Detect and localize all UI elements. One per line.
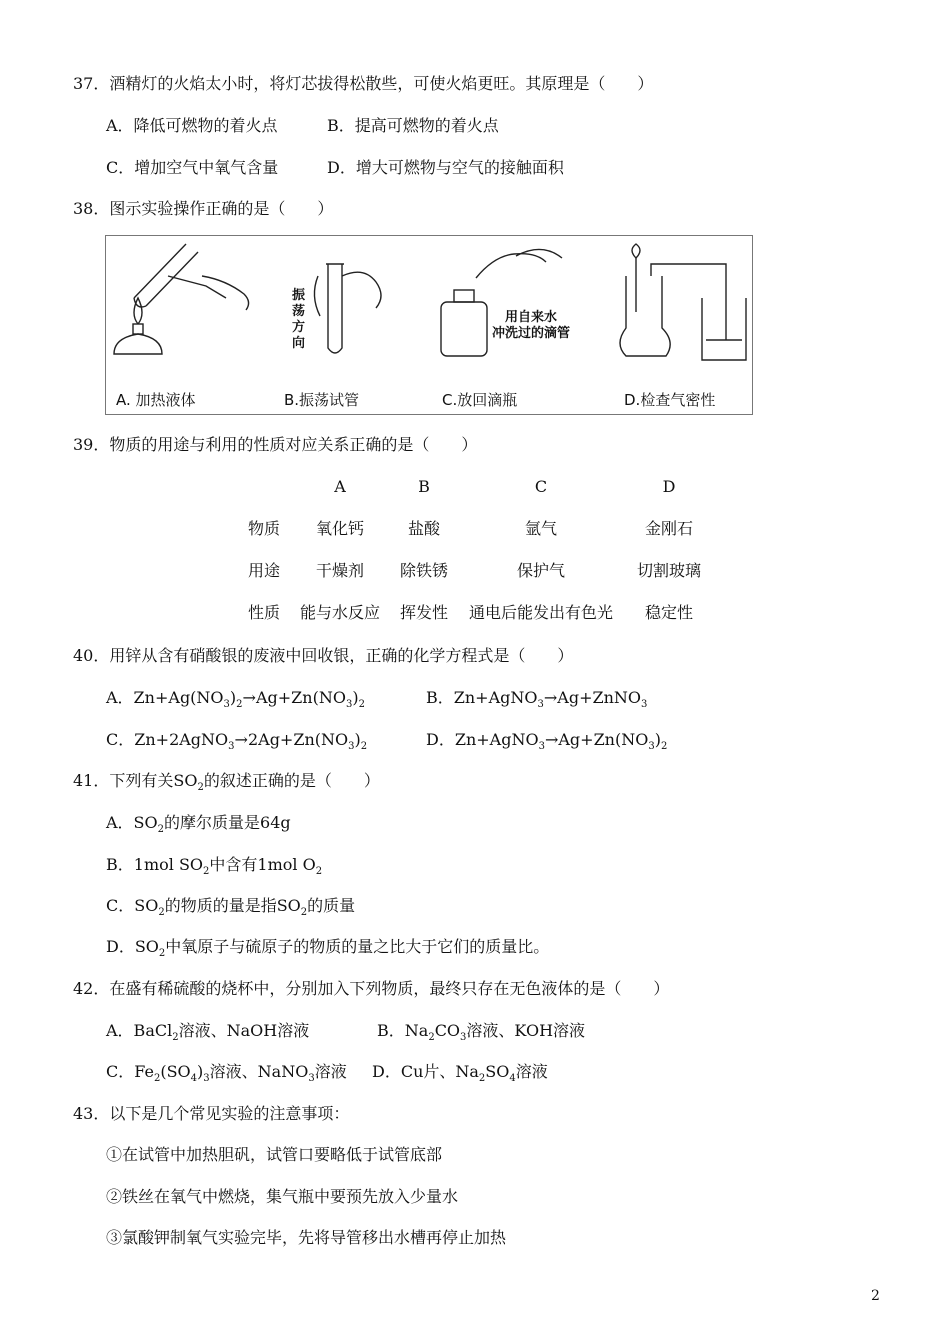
q40-stem: 40．用锌从含有硝酸银的废液中回收银，正确的化学方程式是（ ） [73, 646, 574, 665]
q37-stem: 37．酒精灯的火焰太小时，将灯芯拔得松散些，可使火焰更旺。其原理是（ ） [73, 74, 654, 93]
q37-option-c: C．增加空气中氧气含量 [106, 158, 279, 177]
table-cell: 挥发性 [399, 603, 448, 622]
table-cell: 保护气 [516, 561, 565, 580]
q41-option-b: B．1mol $SO_2$中含有1mol $O_2$ [106, 855, 323, 877]
q40-option-c: C．$Zn+2AgNO_3\to 2Ag+Zn(NO_3)_2$ [106, 730, 368, 752]
q41-option-c: C．$SO_2$的物质的量是指$SO_2$的质量 [106, 896, 356, 918]
q37-option-b: B．提高可燃物的着火点 [327, 116, 499, 135]
q37-option-d: D．增大可燃物与空气的接触面积 [327, 158, 564, 177]
table-cell: 干燥剂 [315, 561, 364, 580]
table-row-label: 用途 [247, 561, 280, 580]
table-row-label: 物质 [247, 519, 280, 538]
page-number: 2 [871, 1288, 880, 1304]
table-row-label: 性质 [247, 603, 280, 622]
table-header: C [534, 477, 548, 496]
table-cell: 通电后能发出有色光 [468, 603, 613, 622]
q38-stem: 38．图示实验操作正确的是（ ） [73, 199, 334, 218]
q40-option-a: A．$Zn+Ag(NO_3)_2\to Ag+Zn(NO_3)_2$ [106, 688, 365, 710]
q43-item-1: ①在试管中加热胆矾，试管口要略低于试管底部 [106, 1145, 443, 1164]
q41-stem: 41．下列有关$SO_2$的叙述正确的是（ ） [73, 771, 380, 793]
table-header: A [334, 477, 346, 496]
q40-option-b: B．Zn+AgNO$_3$→Ag+ZnNO$_3$ [426, 688, 648, 710]
q38-b-label: 振 荡 方 向 [292, 288, 306, 351]
shaking-tube-drawing [314, 264, 381, 353]
lab-operations-illustration [106, 236, 752, 414]
q40-option-d: D．$Zn+AgNO_3\to Ag+Zn(NO_3)_2$ [426, 730, 668, 752]
q42-stem: 42．在盛有稀硫酸的烧杯中，分别加入下列物质，最终只存在无色液体的是（ ） [73, 979, 670, 998]
q42-option-b: B．$Na_2CO_3$溶液、KOH溶液 [377, 1021, 586, 1043]
q37-option-a: A．降低可燃物的着火点 [106, 116, 278, 135]
q43-item-2: ②铁丝在氧气中燃烧，集气瓶中要预先放入少量水 [106, 1187, 459, 1206]
table-cell: 金刚石 [644, 519, 693, 538]
table-cell: 切割玻璃 [636, 561, 701, 580]
test-tube-drawing [134, 244, 249, 310]
q39-stem: 39．物质的用途与利用的性质对应关系正确的是（ ） [73, 435, 478, 454]
table-header: B [418, 477, 430, 496]
q41-option-a: A．$SO_2$的摩尔质量是64g [106, 813, 291, 835]
q38-caption-c: C.放回滴瓶 [442, 391, 518, 409]
q42-option-c: C．$Fe_2(SO_4)_3$溶液、NaNO$_3$溶液 [106, 1062, 347, 1084]
airtightness-apparatus-drawing [620, 244, 746, 360]
q42-option-a: A．BaCl$_2$溶液、NaOH溶液 [106, 1021, 310, 1043]
q38-caption-a: A. 加热液体 [116, 391, 196, 409]
q41-option-d: D．$SO_2$中氧原子与硫原子的物质的量之比大于它们的质量比。 [106, 937, 550, 959]
table-cell: 氧化钙 [315, 519, 364, 538]
table-header: D [662, 477, 676, 496]
q43-stem: 43．以下是几个常见实验的注意事项： [73, 1104, 350, 1123]
q38-figure [105, 235, 753, 415]
table-cell: 除铁锈 [399, 561, 448, 580]
q38-c-label: 用自来水 冲洗过的滴管 [492, 310, 571, 341]
table-cell: 盐酸 [407, 519, 440, 538]
table-cell: 氩气 [524, 519, 557, 538]
q38-caption-d: D.检查气密性 [624, 391, 716, 409]
q38-caption-b: B.振荡试管 [284, 391, 360, 409]
q42-option-d: D．Cu片、$Na_2SO_4$溶液 [372, 1062, 548, 1084]
q43-item-3: ③氯酸钾制氧气实验完毕，先将导管移出水槽再停止加热 [106, 1228, 507, 1247]
table-cell: 稳定性 [644, 603, 693, 622]
table-cell: 能与水反应 [299, 603, 380, 622]
